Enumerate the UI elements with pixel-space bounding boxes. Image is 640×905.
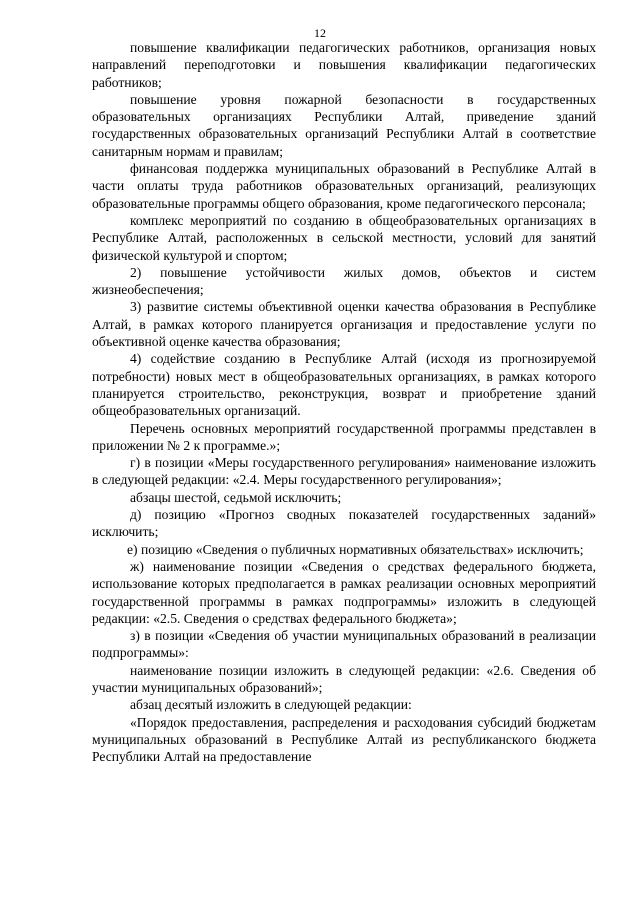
paragraph-subsidy-procedure: «Порядок предоставления, распределения и расходования субсидий бюджетам муниципальных образований в Республике Алтай из республиканского бюджета Республики Алтай на предоставление	[92, 714, 596, 765]
paragraph-item-4: 4) содействие созданию в Республике Алтай (исходя из прогнозируемой потребности) новых мест в общеобразовательных организациях, в рамках которого планируется строительство, реконструкция, возврат и приобретение зданий общеобразовательных организаций.	[92, 351, 596, 419]
paragraph-abzac-desyatyi: абзац десятый изложить в следующей редакции:	[130, 697, 412, 713]
paragraph-sports-conditions: комплекс мероприятий по созданию в общеобразовательных организациях в Республике Алтай, расположенных в сельской местности, условий для занятий физической культурой и спортом;	[92, 212, 596, 263]
document-body	[92, 39, 596, 765]
paragraph-rename-position: наименование позиции изложить в следующей редакции: «2.6. Сведения об участии муниципальных образований»;	[92, 662, 596, 695]
paragraph-item-2: 2) повышение устойчивости жилых домов, объектов и систем жизнеобеспечения;	[92, 264, 596, 298]
paragraph-fire-safety: повышение уровня пожарной безопасности в государственных образовательных организациях Республики Алтай, приведение зданий государственных образовательных организаций Республики Алтай в соответствие санитарным нормам и правилам;	[92, 91, 596, 159]
paragraph-item-e: е) позицию «Сведения о публичных нормативных обязательствах» исключить;	[127, 541, 584, 557]
paragraph-item-3: 3) развитие системы объективной оценки качества образования в Республике Алтай, в рамках которого планируется организация и предоставление услуги по объективной оценке качества образования;	[92, 299, 596, 350]
paragraph-qualification: повышение квалификации педагогических работников, организация новых направлений переподготовки и повышения квалификации педагогических работников;	[92, 40, 596, 90]
page-number: 12	[314, 26, 326, 40]
paragraph-item-z: з) в позиции «Сведения об участии муниципальных образований в реализации подпрограммы»:	[92, 628, 596, 661]
paragraph-item-zh: ж) наименование позиции «Сведения о средствах федерального бюджета, использование которых предполагается в рамках реализации основных мероприятий государственной программы в рамках подпрограммы» изложить в следующей редакции: «2.5. Сведения о средствах федерального бюджета»;	[92, 558, 596, 626]
paragraph-item-d: д) позицию «Прогноз сводных показателей государственных заданий» исключить;	[92, 507, 596, 540]
paragraph-item-g: г) в позиции «Меры государственного регулирования» наименование изложить в следующей редакции: «2.4. Меры государственного регулирования»;	[92, 455, 596, 488]
paragraph-exclude-abzacy: абзацы шестой, седьмой исключить;	[130, 489, 342, 505]
paragraph-financial-support: финансовая поддержка муниципальных образований в Республике Алтай в части оплаты труда работников образовательных организаций, реализующих образовательные программы общего образования, кроме педагогического персонала;	[92, 161, 596, 211]
paragraph-list-of-measures: Перечень основных мероприятий государственной программы представлен в приложении № 2 к программе.»;	[92, 420, 596, 453]
